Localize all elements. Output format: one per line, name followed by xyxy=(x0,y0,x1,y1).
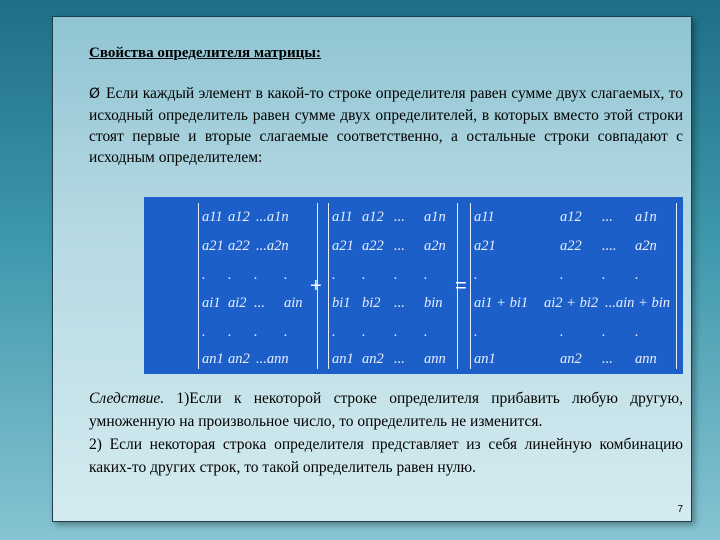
matrix-entry: a12 xyxy=(228,209,250,225)
matrix-entry: . xyxy=(202,267,206,283)
matrix-entry: . xyxy=(394,324,398,340)
matrix-entry: a21 xyxy=(202,238,224,254)
matrix-entry: ... xyxy=(394,351,405,367)
matrix-entry: . xyxy=(394,267,398,283)
plus-operator: + xyxy=(310,275,322,297)
matrix-entry: bin xyxy=(424,295,443,311)
matrix-entry: . xyxy=(254,324,258,340)
matrix-entry: a22 xyxy=(362,238,384,254)
matrix-entry: . xyxy=(424,324,428,340)
matrix-entry: ...a2n xyxy=(256,238,289,254)
matrix-entry: . xyxy=(635,324,639,340)
matrix-entry: . xyxy=(362,267,366,283)
matrix-entry: ... xyxy=(394,209,405,225)
matrix-entry: a12 xyxy=(362,209,384,225)
matrix-entry: ... xyxy=(254,295,265,311)
matrix-entry: ann xyxy=(424,351,446,367)
matrix-entry: . xyxy=(284,267,288,283)
matrix-entry: ai2 + bi2 xyxy=(544,295,599,311)
matrix-entry: ... xyxy=(602,209,613,225)
matrix-entry: an1 xyxy=(332,351,354,367)
determinant-left xyxy=(198,203,318,369)
matrix-entry: . xyxy=(602,324,606,340)
matrix-entry: . xyxy=(474,267,478,283)
matrix-entry: . xyxy=(332,324,336,340)
matrix-entry: ai1 + bi1 xyxy=(474,295,529,311)
matrix-entry: . xyxy=(202,324,206,340)
matrix-entry: an2 xyxy=(228,351,250,367)
bullet-arrow-icon: Ø xyxy=(89,86,101,102)
matrix-entry: a22 xyxy=(560,238,582,254)
equals-operator: = xyxy=(455,275,467,297)
matrix-entry: . xyxy=(474,324,478,340)
matrix-entry: . xyxy=(424,267,428,283)
matrix-entry: a2n xyxy=(424,238,446,254)
matrix-entry: . xyxy=(254,267,258,283)
property-text: Если каждый элемент в какой-то строке определителя равен сумме двух слагаемых, то исходный определитель равен сумме двух определителей, в которых вместо этой строки стоят первые и вторые слагаемые соответственно, а остальные строки совпадают с исходным определителем: xyxy=(89,85,683,166)
property-paragraph xyxy=(89,83,683,168)
matrix-entry: a2n xyxy=(635,238,657,254)
matrix-entry: a1n xyxy=(424,209,446,225)
determinant-right xyxy=(470,203,677,369)
matrix-entry: . xyxy=(228,267,232,283)
determinant-formula xyxy=(144,197,683,374)
determinant-middle xyxy=(328,203,458,369)
matrix-entry: ...a1n xyxy=(256,209,289,225)
matrix-entry: . xyxy=(602,267,606,283)
matrix-entry: a11 xyxy=(202,209,223,225)
matrix-entry: a21 xyxy=(332,238,354,254)
slide-heading: Свойства определителя матрицы: xyxy=(89,45,322,61)
matrix-entry: ... xyxy=(394,238,405,254)
matrix-entry: an1 xyxy=(202,351,224,367)
matrix-entry: a11 xyxy=(332,209,353,225)
matrix-entry: a21 xyxy=(474,238,496,254)
matrix-entry: a11 xyxy=(474,209,495,225)
matrix-entry: a12 xyxy=(560,209,582,225)
matrix-entry: ... xyxy=(394,295,405,311)
matrix-entry: ...ann xyxy=(256,351,289,367)
matrix-entry: ann xyxy=(635,351,657,367)
matrix-entry: . xyxy=(228,324,232,340)
matrix-entry: ... xyxy=(602,351,613,367)
matrix-entry: a22 xyxy=(228,238,250,254)
corollary-text-1: 1)Если к некоторой строке определителя прибавить любую другую, умноженную на произвольное число, то определитель не изменится. xyxy=(89,390,684,430)
matrix-entry: . xyxy=(284,324,288,340)
matrix-entry: ...ain + bin xyxy=(605,295,670,311)
matrix-entry: ai1 xyxy=(202,295,221,311)
corollary-paragraph xyxy=(89,387,683,479)
matrix-entry: bi2 xyxy=(362,295,381,311)
corollary-label: Следствие. xyxy=(89,390,165,407)
matrix-entry: an2 xyxy=(362,351,384,367)
matrix-entry: . xyxy=(332,267,336,283)
matrix-entry: bi1 xyxy=(332,295,351,311)
page-number: 7 xyxy=(677,504,683,515)
matrix-entry: . xyxy=(560,324,564,340)
matrix-entry: . xyxy=(560,267,564,283)
corollary-text-2: 2) Если некоторая строка определителя представляет из себя линейную комбинацию каких-то других строк, то такой определитель равен нулю. xyxy=(89,436,683,476)
matrix-entry: . xyxy=(635,267,639,283)
matrix-entry: an2 xyxy=(560,351,582,367)
matrix-entry: . xyxy=(362,324,366,340)
matrix-entry: ain xyxy=(284,295,303,311)
matrix-entry: .... xyxy=(602,238,617,254)
matrix-entry: an1 xyxy=(474,351,496,367)
matrix-entry: a1n xyxy=(635,209,657,225)
slide xyxy=(52,16,692,522)
matrix-entry: ai2 xyxy=(228,295,247,311)
